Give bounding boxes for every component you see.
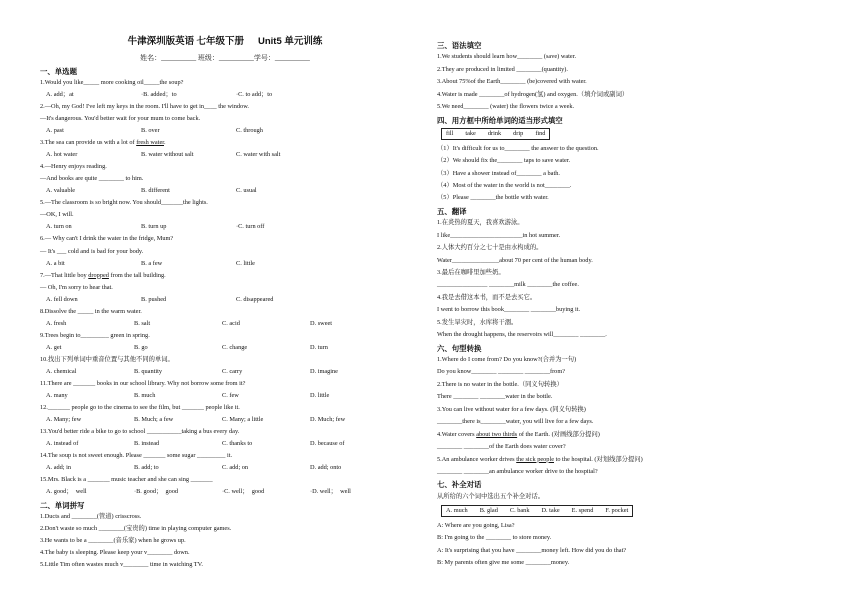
fill-4: （4）Most of the water in the world is not________. bbox=[437, 181, 572, 189]
question-7-cont: — Oh, I'm sorry to hear that. bbox=[40, 283, 113, 291]
option: A. valuable bbox=[46, 187, 76, 195]
option: A. instead of bbox=[46, 440, 79, 448]
option: A. Many; few bbox=[46, 416, 82, 424]
underlined-word: dropped bbox=[88, 271, 109, 279]
fill-2: （2）We should fix the________ taps to save water. bbox=[437, 157, 571, 165]
option: C. disappeared bbox=[236, 295, 274, 303]
option: A. many bbox=[46, 392, 68, 400]
option: B. different bbox=[141, 187, 170, 195]
options-9 bbox=[46, 344, 410, 352]
options-4 bbox=[46, 187, 410, 195]
title-unit: Unit5 单元训练 bbox=[258, 36, 323, 47]
question-1: 1.Would you like_____ more cooking oil_____the soup? bbox=[40, 78, 184, 86]
box-word: find bbox=[535, 129, 546, 137]
text: 3.The sea can provide us with a lot of bbox=[40, 139, 137, 147]
spelling-4: 4.The baby is sleeping. Please keep your v________ down. bbox=[40, 548, 190, 556]
page-title bbox=[40, 36, 410, 49]
option: C. add; on bbox=[222, 464, 249, 472]
option: D. add; onto bbox=[310, 464, 342, 472]
rewrite-3-answer: ________there is________water, you will live for a few days. bbox=[437, 418, 594, 426]
spelling-2: 2.Don't waste so much ________(宝贵的) time in playing computer games. bbox=[40, 524, 232, 532]
rewrite-2-answer: There ________ ________water in the bottle. bbox=[437, 393, 553, 401]
option: B. turn up bbox=[141, 223, 167, 231]
question-7 bbox=[40, 272, 410, 280]
option: D. little bbox=[310, 392, 330, 400]
options-14 bbox=[46, 464, 410, 472]
option: B. salt bbox=[134, 319, 151, 327]
option: B. over bbox=[141, 127, 160, 135]
options-3 bbox=[46, 151, 410, 159]
dialog-line-1: A: Where are you going, Lisa? bbox=[437, 522, 515, 530]
box-word: drink bbox=[487, 129, 502, 137]
box-word: fill bbox=[446, 129, 454, 137]
box-word: B. glad bbox=[479, 507, 498, 515]
option: ·B. good； good bbox=[134, 488, 179, 496]
text: . bbox=[164, 139, 166, 147]
option: B. much bbox=[134, 392, 156, 400]
student-info: 姓名：__________ 班级：__________学号：__________ bbox=[140, 53, 310, 62]
grammar-5: 5.We need________ (water) the flowers twice a week. bbox=[437, 103, 575, 111]
option: B. add; to bbox=[134, 464, 159, 472]
option: A. turn on bbox=[46, 223, 72, 231]
option: A. good； well bbox=[46, 488, 87, 496]
question-8: 8.Dissolve the _____ in the warm water. bbox=[40, 307, 142, 315]
right-column bbox=[437, 40, 832, 572]
translate-5-cn: 5.发生旱灾时，水库将干涸。 bbox=[437, 318, 518, 326]
option: A. add; in bbox=[46, 464, 72, 472]
box-word: take bbox=[465, 129, 476, 137]
question-5-cont: —OK, I will. bbox=[40, 211, 74, 219]
dialog-line-3: A: It's surprising that you have ________money left. How did you do that? bbox=[437, 546, 627, 554]
grammar-4: 4.Water is made ________of hydrogen(氢) and oxygen.（填介词或副词） bbox=[437, 90, 629, 98]
option: C. Many; a little bbox=[222, 416, 264, 424]
fill-3: （3）Have a shower instead of________ a bath. bbox=[437, 169, 560, 177]
rewrite-5 bbox=[437, 456, 832, 464]
options-2 bbox=[46, 127, 410, 135]
rewrite-5-answer: ________ ________an ambulance worker drive to the hospital? bbox=[437, 468, 598, 475]
dialog-line-2: B: I'm going to the ________ to store money. bbox=[437, 534, 552, 542]
rewrite-1: 1.Where do I come from? Do you know?(合并为一句) bbox=[437, 355, 577, 363]
option: C. change bbox=[222, 343, 248, 351]
option: ·C. well； good bbox=[222, 488, 265, 496]
options-10 bbox=[46, 368, 410, 376]
option: A. get bbox=[46, 343, 62, 351]
grammar-3: 3.About 75%of the Earth________ (be)covered with water. bbox=[437, 78, 587, 86]
translate-4-cn: 4.我是去借这本书，而不是去买它。 bbox=[437, 293, 537, 301]
text: 7.—That little boy bbox=[40, 271, 89, 279]
option: B. quantity bbox=[134, 368, 162, 375]
option: C. thanks to bbox=[222, 440, 253, 448]
option: ·C. turn off bbox=[236, 223, 265, 231]
option: B. Much; a few bbox=[134, 416, 174, 424]
question-9: 9.Trees begin to_________ green in spring. bbox=[40, 331, 150, 339]
option: A. fresh bbox=[46, 319, 67, 327]
dialog-line-4: B: My parents often give me some ________money. bbox=[437, 559, 570, 567]
option: C. usual bbox=[236, 187, 257, 195]
fill-1: （1）It's difficult for us to________ the answer to the question. bbox=[437, 144, 599, 152]
translate-3-en: ________________ ________milk ________the coffee. bbox=[437, 281, 579, 289]
box-word: D. take bbox=[541, 507, 560, 515]
option: D. turn bbox=[310, 343, 328, 351]
box-word: F. pocket bbox=[605, 507, 629, 515]
option: C. water with salt bbox=[236, 151, 281, 159]
text: of the Earth. (对画线部分提问) bbox=[517, 430, 600, 438]
options-13 bbox=[46, 440, 410, 448]
section-heading-2: 二、单词拼写 bbox=[40, 500, 85, 510]
text: to the hospital. (对划线部分提问) bbox=[554, 455, 643, 463]
options-6 bbox=[46, 260, 410, 268]
rewrite-1-answer: Do you know________ ________ ________from? bbox=[437, 368, 566, 376]
option: D. imagine bbox=[310, 368, 338, 375]
translate-1-cn: 1.在炎热的夏天，我喜欢游泳。 bbox=[437, 219, 524, 227]
option: B. go bbox=[134, 343, 148, 351]
spelling-3: 3.He wants to be a ________(音乐家) when he grows up. bbox=[40, 536, 186, 544]
section-heading-4: 四、用方框中所给单词的适当形式填空 bbox=[437, 115, 563, 125]
option: D. sweet bbox=[310, 319, 333, 327]
option: B. instead bbox=[134, 440, 160, 448]
option: C. acid bbox=[222, 319, 240, 327]
option: C. little bbox=[236, 259, 255, 267]
section-heading-3: 三、语法填空 bbox=[437, 41, 482, 50]
rewrite-4 bbox=[437, 431, 832, 439]
option: A. a bit bbox=[46, 259, 65, 267]
translate-1-en: I like_______________________in hot summer. bbox=[437, 231, 561, 239]
text: 4.Water covers bbox=[437, 430, 477, 438]
word-box bbox=[441, 128, 550, 140]
option: A. chemical bbox=[46, 368, 77, 375]
question-13: 13.You'd better ride a bike to go to school ___________taking a bus every day. bbox=[40, 428, 240, 436]
text: from the tall building. bbox=[108, 271, 166, 279]
question-3 bbox=[40, 139, 410, 147]
underlined-phrase: the sick people bbox=[516, 455, 554, 463]
options-5 bbox=[46, 223, 410, 231]
option: A. add；at bbox=[46, 90, 74, 98]
translate-2-cn: 2.人体大约百分之七十是由水构成的。 bbox=[437, 244, 543, 252]
left-column bbox=[40, 36, 410, 573]
option: D. Much; few bbox=[310, 416, 346, 424]
section-heading-1: 一、单选题 bbox=[40, 66, 77, 76]
rewrite-2: 2.There is no water in the bottle.（同义句转换） bbox=[437, 380, 563, 388]
option: ·D. well； well bbox=[310, 488, 351, 496]
options-12 bbox=[46, 416, 410, 424]
option: A. past bbox=[46, 127, 64, 135]
dialog-instruction: 从所给的六个词中选出五个补全对话。 bbox=[437, 492, 545, 500]
question-6: 6.— Why can't I drink the water in the fridge, Mum? bbox=[40, 235, 174, 243]
spelling-1: 1.Ducts and ________(管道) crisscross. bbox=[40, 512, 142, 520]
option: C. few bbox=[222, 392, 239, 400]
grammar-2: 2.They are produced in limited ________(quantity). bbox=[437, 65, 568, 73]
translate-3-cn: 3.最后在咖啡里加些奶。 bbox=[437, 268, 505, 276]
box-word: E. spend bbox=[571, 507, 594, 515]
box-word: C. bank bbox=[509, 507, 530, 515]
rewrite-4-answer: ________ ________of the Earth does water cover? bbox=[437, 443, 566, 451]
option: C. carry bbox=[222, 368, 243, 375]
question-4: 4.—Henry enjoys reading. bbox=[40, 163, 107, 171]
question-15: 15.Mrs. Black is a _______ music teacher and she can sing _______ bbox=[40, 476, 213, 484]
question-2-cont: —It's dangerous. You'd better wait for your mum to come back. bbox=[40, 115, 201, 123]
question-5: 5.—The classroom is so bright now. You should_______the lights. bbox=[40, 199, 208, 207]
options-11 bbox=[46, 392, 410, 400]
question-6-cont: — It's ___ cold and is bad for your body. bbox=[40, 247, 144, 255]
section-heading-6: 六、句型转换 bbox=[437, 343, 482, 353]
section-heading-5: 五、翻译 bbox=[437, 206, 467, 216]
option: A. hot water bbox=[46, 151, 78, 159]
box-word: drip bbox=[513, 129, 524, 137]
option: A. fell down bbox=[46, 295, 78, 303]
option: C. through bbox=[236, 127, 263, 135]
translate-5-en: When the drought happens, the reservoirs will________ ________. bbox=[437, 331, 607, 339]
options-1 bbox=[46, 91, 410, 99]
question-11: 11.There are _______ books in our school library. Why not borrow some from it? bbox=[40, 380, 246, 388]
option: B. water without salt bbox=[141, 151, 194, 159]
question-10: 10.找出下列单词中重音位置与其他不同的单词。 bbox=[40, 355, 174, 363]
question-14: 14.The soup is not sweet enough. Please _______ some sugar _________ it. bbox=[40, 452, 233, 460]
box-word: A. much bbox=[446, 507, 468, 515]
option: B. a few bbox=[141, 259, 163, 267]
choice-box bbox=[441, 505, 633, 517]
underlined-phrase: about two thirds bbox=[476, 430, 518, 438]
options-7 bbox=[46, 296, 410, 304]
options-15 bbox=[46, 488, 410, 496]
option: ·C. to add；to bbox=[236, 90, 273, 98]
option: ·B. added；to bbox=[141, 90, 177, 98]
option: D. because of bbox=[310, 440, 345, 448]
underlined-word: fresh water bbox=[136, 139, 164, 147]
section-heading-7: 七、补全对话 bbox=[437, 480, 482, 490]
spelling-5: 5.Little Tim often wastes much v________ time in watching TV. bbox=[40, 560, 203, 568]
question-12: 12._______ people go to the cinema to see the film, but _______ people like it. bbox=[40, 404, 240, 412]
option: B. pushed bbox=[141, 295, 167, 303]
question-2: 2.—Oh, my God! I've left my keys in the room. I'll have to get in____ the window. bbox=[40, 102, 249, 110]
fill-5: （5）Please ________the bottle with water. bbox=[437, 194, 549, 202]
text: 5.An ambulance worker drives bbox=[437, 455, 517, 463]
title-text: 牛津深圳版英语 七年级下册 bbox=[127, 37, 244, 47]
grammar-1: 1.We students should learn how________ (save) water. bbox=[437, 53, 577, 61]
translate-2-en: Water_______________about 70 per cent of the human body. bbox=[437, 256, 593, 264]
question-4-cont: —And books are quite ________ to him. bbox=[40, 175, 144, 183]
rewrite-3: 3.You can live without water for a few days. (同义句转换) bbox=[437, 405, 586, 413]
translate-4-en: I went to borrow this book________ ________buying it. bbox=[437, 306, 581, 314]
options-8 bbox=[46, 320, 410, 328]
